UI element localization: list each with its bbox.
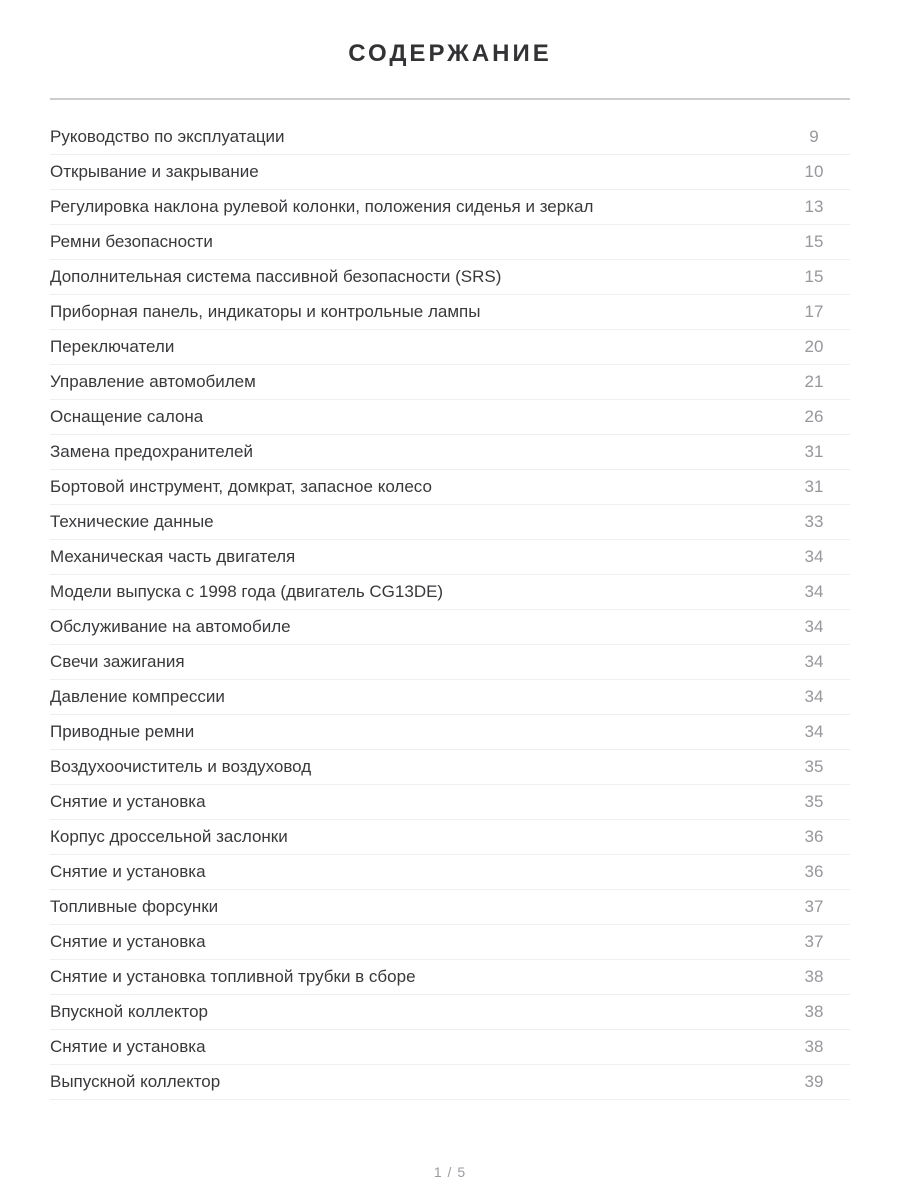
toc-entry-label: Приборная панель, индикаторы и контрольные лампы: [50, 302, 481, 321]
toc-row[interactable]: [50, 120, 850, 155]
toc-entry-page: 13: [804, 197, 824, 216]
toc-entry-label: Выпускной коллектор: [50, 1072, 221, 1091]
toc-entry-label: Регулировка наклона рулевой колонки, положения сиденья и зеркал: [50, 197, 594, 216]
toc-row[interactable]: [50, 470, 850, 505]
toc-entry-page: 35: [804, 757, 824, 776]
toc-entry-page: 35: [804, 792, 824, 811]
toc-entry-label: Механическая часть двигателя: [50, 547, 296, 566]
toc-entry-page: 39: [804, 1072, 824, 1091]
toc-row[interactable]: [50, 295, 850, 330]
toc-entry-label: Снятие и установка: [50, 792, 206, 811]
toc-entry-label: Корпус дроссельной заслонки: [50, 827, 288, 846]
toc-entry-page: 37: [804, 932, 824, 951]
toc-entry-page: 10: [804, 162, 824, 181]
toc-row[interactable]: [50, 645, 850, 680]
toc-row[interactable]: [50, 435, 850, 470]
toc-entry-label: Открывание и закрывание: [50, 162, 259, 181]
toc-row[interactable]: [50, 715, 850, 750]
toc-row[interactable]: [50, 225, 850, 260]
title-divider: [50, 98, 850, 100]
toc-entry-page: 38: [804, 1002, 824, 1021]
toc-row[interactable]: [50, 610, 850, 645]
toc-entry-page: 31: [804, 477, 824, 496]
toc-entry-label: Переключатели: [50, 337, 175, 356]
toc-entry-page: 38: [804, 1037, 824, 1056]
toc-row[interactable]: [50, 400, 850, 435]
toc-entry-label: Снятие и установка: [50, 862, 206, 881]
toc-entry-label: Снятие и установка: [50, 932, 206, 951]
toc-list: [50, 120, 850, 1100]
toc-entry-label: Технические данные: [50, 512, 214, 531]
toc-entry-page: 9: [809, 127, 819, 146]
toc-row[interactable]: [50, 155, 850, 190]
toc-entry-page: 31: [804, 442, 824, 461]
toc-entry-page: 17: [804, 302, 824, 321]
toc-entry-label: Приводные ремни: [50, 722, 195, 741]
toc-entry-label: Топливные форсунки: [50, 897, 219, 916]
toc-entry-label: Снятие и установка: [50, 1037, 206, 1056]
toc-row[interactable]: [50, 1065, 850, 1100]
toc-entry-label: Воздухоочиститель и воздуховод: [50, 757, 312, 776]
toc-row[interactable]: [50, 505, 850, 540]
toc-entry-label: Бортовой инструмент, домкрат, запасное колесо: [50, 477, 432, 496]
toc-entry-label: Дополнительная система пассивной безопасности (SRS): [50, 267, 502, 286]
toc-entry-page: 36: [804, 827, 824, 846]
toc-row[interactable]: [50, 365, 850, 400]
toc-row[interactable]: [50, 190, 850, 225]
toc-row[interactable]: [50, 330, 850, 365]
toc-entry-page: 38: [804, 967, 824, 986]
toc-row[interactable]: [50, 925, 850, 960]
toc-entry-page: 34: [804, 547, 824, 566]
page-number-indicator: 1 / 5: [433, 1164, 467, 1180]
toc-entry-label: Снятие и установка топливной трубки в сборе: [50, 967, 416, 986]
toc-entry-label: Управление автомобилем: [50, 372, 256, 391]
toc-row[interactable]: [50, 680, 850, 715]
toc-entry-page: 34: [804, 652, 824, 671]
toc-entry-page: 21: [804, 372, 824, 391]
toc-row[interactable]: [50, 540, 850, 575]
toc-entry-label: Руководство по эксплуатации: [50, 127, 285, 146]
toc-entry-label: Свечи зажигания: [50, 652, 185, 671]
toc-row[interactable]: [50, 820, 850, 855]
toc-entry-page: 26: [804, 407, 824, 426]
toc-entry-label: Впускной коллектор: [50, 1002, 208, 1021]
toc-entry-page: 34: [804, 617, 824, 636]
toc-entry-page: 33: [804, 512, 824, 531]
toc-row[interactable]: [50, 890, 850, 925]
page-title: СОДЕРЖАНИЕ: [348, 40, 552, 67]
toc-entry-label: Давление компрессии: [50, 687, 225, 706]
toc-entry-label: Обслуживание на автомобиле: [50, 617, 291, 636]
toc-entry-page: 15: [804, 232, 824, 251]
toc-entry-label: Ремни безопасности: [50, 232, 213, 251]
toc-row[interactable]: [50, 1030, 850, 1065]
toc-entry-page: 37: [804, 897, 824, 916]
toc-row[interactable]: [50, 995, 850, 1030]
toc-entry-page: 15: [804, 267, 824, 286]
toc-entry-page: 20: [804, 337, 824, 356]
toc-entry-label: Замена предохранителей: [50, 442, 254, 461]
toc-entry-label: Модели выпуска с 1998 года (двигатель CG13DE): [50, 582, 444, 601]
toc-row[interactable]: [50, 260, 850, 295]
toc-row[interactable]: [50, 750, 850, 785]
toc-entry-page: 34: [804, 582, 824, 601]
toc-row[interactable]: [50, 960, 850, 995]
toc-entry-page: 34: [804, 722, 824, 741]
toc-row[interactable]: [50, 785, 850, 820]
toc-row[interactable]: [50, 855, 850, 890]
toc-row[interactable]: [50, 575, 850, 610]
toc-entry-page: 34: [804, 687, 824, 706]
toc-entry-label: Оснащение салона: [50, 407, 204, 426]
toc-entry-page: 36: [804, 862, 824, 881]
